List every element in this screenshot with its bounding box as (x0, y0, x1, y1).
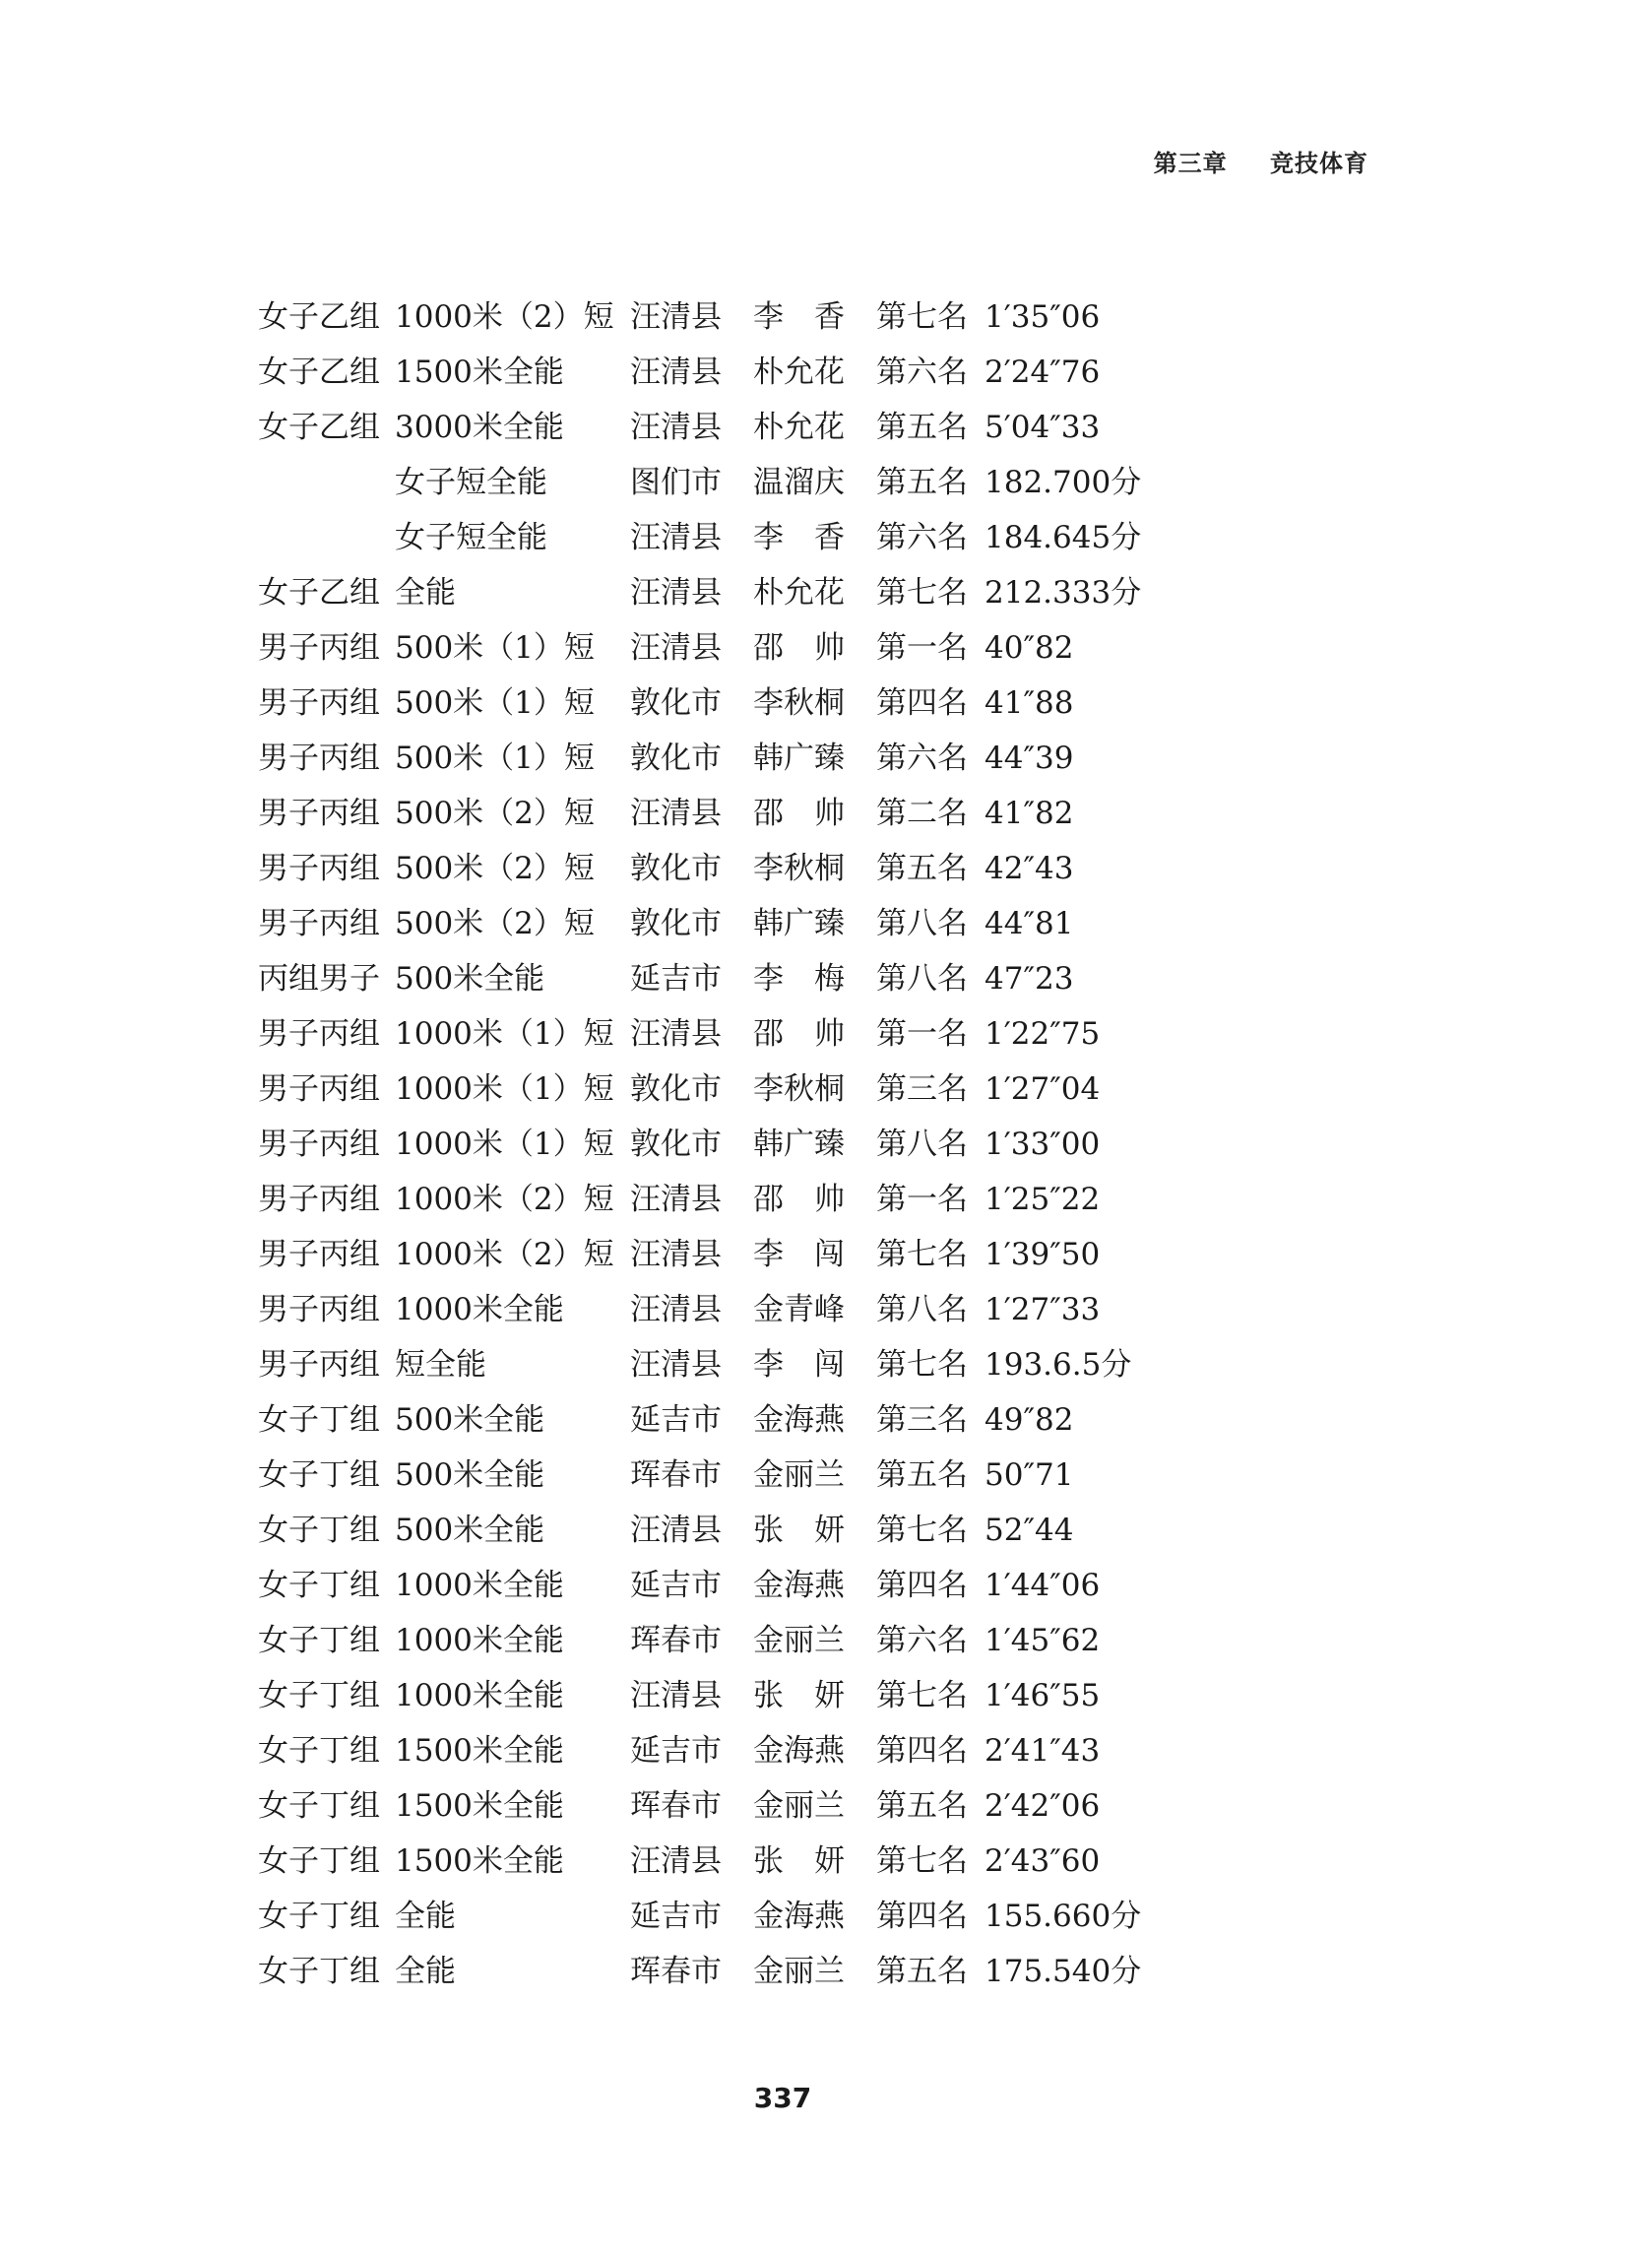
result-cell: 2′43″60 (985, 1843, 1101, 1879)
result-row (258, 620, 1242, 676)
result-cell: 40″82 (985, 630, 1074, 666)
place-cell: 汪清县 (630, 355, 722, 390)
place-cell: 汪清县 (630, 1843, 722, 1879)
rank-cell: 第四名 (876, 1899, 968, 1934)
running-header (1154, 144, 1368, 178)
group-cell: 女子丁组 (258, 1899, 380, 1934)
rank-cell: 第八名 (876, 1292, 968, 1327)
athlete-cell: 金丽兰 (753, 1623, 845, 1658)
athlete-cell: 韩广臻 (753, 741, 845, 776)
group-cell: 女子丁组 (258, 1568, 380, 1603)
group-cell: 男子丙组 (258, 1237, 380, 1272)
rank-cell: 第三名 (876, 1402, 968, 1438)
place-cell: 汪清县 (630, 1237, 722, 1272)
event-cell: 1000米全能 (395, 1292, 564, 1327)
result-cell: 5′04″33 (985, 410, 1101, 445)
event-cell: 1000米（2）短 (395, 1182, 614, 1217)
place-cell: 珲春市 (630, 1457, 722, 1493)
result-cell: 47″23 (985, 961, 1074, 997)
event-cell: 500米全能 (395, 1402, 545, 1438)
athlete-cell: 金海燕 (753, 1733, 845, 1769)
athlete-cell: 金海燕 (753, 1568, 845, 1603)
event-cell: 500米（2）短 (395, 851, 595, 886)
result-row (258, 1668, 1242, 1723)
result-row (258, 290, 1242, 345)
event-cell: 短全能 (395, 1347, 486, 1383)
group-cell: 男子丙组 (258, 796, 380, 831)
result-cell: 1′27″04 (985, 1071, 1101, 1107)
result-row (258, 1613, 1242, 1668)
event-cell: 500米全能 (395, 1513, 545, 1548)
group-cell: 男子丙组 (258, 1071, 380, 1107)
result-row (258, 896, 1242, 951)
group-cell: 女子丁组 (258, 1733, 380, 1769)
result-row (258, 1282, 1242, 1337)
result-row (258, 455, 1242, 510)
result-row (258, 1558, 1242, 1613)
event-cell: 1000米全能 (395, 1623, 564, 1658)
result-row (258, 1117, 1242, 1172)
place-cell: 汪清县 (630, 299, 722, 335)
result-cell: 1′46″55 (985, 1678, 1101, 1713)
event-cell: 全能 (395, 1899, 456, 1934)
result-cell: 193.6.5分 (985, 1347, 1132, 1383)
event-cell: 500米（1）短 (395, 741, 595, 776)
result-row (258, 1778, 1242, 1834)
rank-cell: 第三名 (876, 1071, 968, 1107)
group-cell: 女子丁组 (258, 1678, 380, 1713)
page-number: 337 (753, 2082, 812, 2114)
athlete-cell: 张 妍 (753, 1678, 845, 1713)
result-row (258, 1337, 1242, 1392)
group-cell: 女子乙组 (258, 410, 380, 445)
group-cell: 丙组男子 (258, 961, 380, 997)
event-cell: 1500米全能 (395, 355, 564, 390)
result-cell: 50″71 (985, 1457, 1074, 1493)
place-cell: 汪清县 (630, 1016, 722, 1052)
rank-cell: 第七名 (876, 575, 968, 611)
athlete-cell: 李秋桐 (753, 685, 845, 721)
rank-cell: 第五名 (876, 465, 968, 500)
rank-cell: 第二名 (876, 796, 968, 831)
event-cell: 全能 (395, 1954, 456, 1989)
group-cell: 男子丙组 (258, 1127, 380, 1162)
result-cell: 44″81 (985, 906, 1074, 941)
result-row (258, 400, 1242, 455)
group-cell: 男子丙组 (258, 1347, 380, 1383)
result-row (258, 1834, 1242, 1889)
rank-cell: 第六名 (876, 520, 968, 555)
group-cell: 女子丁组 (258, 1402, 380, 1438)
athlete-cell: 金丽兰 (753, 1954, 845, 1989)
event-cell: 全能 (395, 575, 456, 611)
rank-cell: 第五名 (876, 1457, 968, 1493)
group-cell: 女子丁组 (258, 1513, 380, 1548)
chapter-title: 竞技体育 (1270, 150, 1368, 177)
rank-cell: 第一名 (876, 1182, 968, 1217)
result-cell: 175.540分 (985, 1954, 1142, 1989)
athlete-cell: 李 闯 (753, 1237, 845, 1272)
group-cell: 男子丙组 (258, 1182, 380, 1217)
group-cell: 男子丙组 (258, 1016, 380, 1052)
group-cell: 男子丙组 (258, 741, 380, 776)
rank-cell: 第八名 (876, 961, 968, 997)
athlete-cell: 金丽兰 (753, 1788, 845, 1824)
place-cell: 汪清县 (630, 1678, 722, 1713)
result-cell: 1′45″62 (985, 1623, 1101, 1658)
athlete-cell: 朴允花 (753, 410, 845, 445)
athlete-cell: 张 妍 (753, 1843, 845, 1879)
result-cell: 182.700分 (985, 465, 1142, 500)
place-cell: 珲春市 (630, 1788, 722, 1824)
event-cell: 1000米（2）短 (395, 1237, 614, 1272)
rank-cell: 第四名 (876, 1568, 968, 1603)
place-cell: 汪清县 (630, 1347, 722, 1383)
result-row (258, 1172, 1242, 1227)
group-cell: 女子丁组 (258, 1843, 380, 1879)
rank-cell: 第一名 (876, 630, 968, 666)
rank-cell: 第七名 (876, 299, 968, 335)
event-cell: 500米（2）短 (395, 796, 595, 831)
result-row (258, 1723, 1242, 1778)
event-cell: 女子短全能 (395, 520, 547, 555)
chapter-label: 第三章 (1153, 150, 1228, 177)
place-cell: 敦化市 (630, 685, 722, 721)
rank-cell: 第五名 (876, 1788, 968, 1824)
athlete-cell: 金青峰 (753, 1292, 845, 1327)
rank-cell: 第七名 (876, 1347, 968, 1383)
result-cell: 2′24″76 (985, 355, 1101, 390)
result-row (258, 1062, 1242, 1117)
athlete-cell: 韩广臻 (753, 906, 845, 941)
place-cell: 珲春市 (630, 1954, 722, 1989)
event-cell: 1500米全能 (395, 1843, 564, 1879)
place-cell: 延吉市 (630, 1733, 722, 1769)
group-cell: 男子丙组 (258, 906, 380, 941)
athlete-cell: 朴允花 (753, 355, 845, 390)
result-cell: 44″39 (985, 741, 1074, 776)
rank-cell: 第七名 (876, 1513, 968, 1548)
event-cell: 1000米（1）短 (395, 1016, 614, 1052)
result-cell: 1′35″06 (985, 299, 1101, 335)
rank-cell: 第六名 (876, 355, 968, 390)
event-cell: 500米（2）短 (395, 906, 595, 941)
athlete-cell: 金海燕 (753, 1899, 845, 1934)
rank-cell: 第四名 (876, 1733, 968, 1769)
result-cell: 155.660分 (985, 1899, 1142, 1934)
result-cell: 2′41″43 (985, 1733, 1101, 1769)
rank-cell: 第六名 (876, 741, 968, 776)
athlete-cell: 金海燕 (753, 1402, 845, 1438)
place-cell: 汪清县 (630, 410, 722, 445)
place-cell: 敦化市 (630, 851, 722, 886)
athlete-cell: 邵 帅 (753, 1016, 845, 1052)
result-cell: 41″82 (985, 796, 1074, 831)
result-row (258, 951, 1242, 1006)
result-row (258, 565, 1242, 620)
rank-cell: 第八名 (876, 906, 968, 941)
results-list (258, 290, 1242, 1999)
place-cell: 汪清县 (630, 1292, 722, 1327)
result-row (258, 786, 1242, 841)
result-cell: 52″44 (985, 1513, 1074, 1548)
result-row (258, 510, 1242, 565)
result-cell: 1′25″22 (985, 1182, 1101, 1217)
athlete-cell: 李秋桐 (753, 851, 845, 886)
athlete-cell: 韩广臻 (753, 1127, 845, 1162)
group-cell: 女子乙组 (258, 299, 380, 335)
group-cell: 男子丙组 (258, 1292, 380, 1327)
event-cell: 500米（1）短 (395, 630, 595, 666)
event-cell: 500米（1）短 (395, 685, 595, 721)
result-row (258, 841, 1242, 896)
event-cell: 1500米全能 (395, 1788, 564, 1824)
athlete-cell: 朴允花 (753, 575, 845, 611)
result-cell: 2′42″06 (985, 1788, 1101, 1824)
result-row (258, 1889, 1242, 1944)
rank-cell: 第七名 (876, 1237, 968, 1272)
result-cell: 212.333分 (985, 575, 1142, 611)
rank-cell: 第一名 (876, 1016, 968, 1052)
result-row (258, 345, 1242, 400)
athlete-cell: 李秋桐 (753, 1071, 845, 1107)
rank-cell: 第五名 (876, 410, 968, 445)
event-cell: 3000米全能 (395, 410, 564, 445)
athlete-cell: 李 香 (753, 520, 845, 555)
event-cell: 1000米全能 (395, 1678, 564, 1713)
event-cell: 1000米（2）短 (395, 299, 614, 335)
result-row (258, 1944, 1242, 1999)
athlete-cell: 李 梅 (753, 961, 845, 997)
place-cell: 敦化市 (630, 906, 722, 941)
place-cell: 延吉市 (630, 1899, 722, 1934)
athlete-cell: 邵 帅 (753, 1182, 845, 1217)
rank-cell: 第六名 (876, 1623, 968, 1658)
athlete-cell: 温溜庆 (753, 465, 845, 500)
group-cell: 女子丁组 (258, 1788, 380, 1824)
place-cell: 敦化市 (630, 1127, 722, 1162)
place-cell: 敦化市 (630, 1071, 722, 1107)
event-cell: 1500米全能 (395, 1733, 564, 1769)
event-cell: 500米全能 (395, 961, 545, 997)
place-cell: 珲春市 (630, 1623, 722, 1658)
event-cell: 1000米全能 (395, 1568, 564, 1603)
result-row (258, 1503, 1242, 1558)
result-cell: 1′44″06 (985, 1568, 1101, 1603)
group-cell: 男子丙组 (258, 851, 380, 886)
athlete-cell: 李 香 (753, 299, 845, 335)
event-cell: 1000米（1）短 (395, 1127, 614, 1162)
result-cell: 1′33″00 (985, 1127, 1101, 1162)
place-cell: 汪清县 (630, 520, 722, 555)
result-row (258, 1392, 1242, 1448)
athlete-cell: 李 闯 (753, 1347, 845, 1383)
place-cell: 延吉市 (630, 1402, 722, 1438)
athlete-cell: 张 妍 (753, 1513, 845, 1548)
group-cell: 男子丙组 (258, 685, 380, 721)
place-cell: 汪清县 (630, 630, 722, 666)
place-cell: 敦化市 (630, 741, 722, 776)
event-cell: 1000米（1）短 (395, 1071, 614, 1107)
result-cell: 1′39″50 (985, 1237, 1101, 1272)
place-cell: 延吉市 (630, 1568, 722, 1603)
place-cell: 汪清县 (630, 796, 722, 831)
result-cell: 49″82 (985, 1402, 1074, 1438)
place-cell: 汪清县 (630, 1182, 722, 1217)
rank-cell: 第五名 (876, 851, 968, 886)
result-cell: 1′27″33 (985, 1292, 1101, 1327)
result-cell: 1′22″75 (985, 1016, 1101, 1052)
event-cell: 女子短全能 (395, 465, 547, 500)
result-cell: 184.645分 (985, 520, 1142, 555)
group-cell: 女子丁组 (258, 1623, 380, 1658)
group-cell: 男子丙组 (258, 630, 380, 666)
group-cell: 女子乙组 (258, 355, 380, 390)
result-row (258, 731, 1242, 786)
rank-cell: 第八名 (876, 1127, 968, 1162)
place-cell: 汪清县 (630, 575, 722, 611)
rank-cell: 第四名 (876, 685, 968, 721)
athlete-cell: 邵 帅 (753, 796, 845, 831)
rank-cell: 第五名 (876, 1954, 968, 1989)
athlete-cell: 金丽兰 (753, 1457, 845, 1493)
group-cell: 女子丁组 (258, 1457, 380, 1493)
place-cell: 汪清县 (630, 1513, 722, 1548)
place-cell: 图们市 (630, 465, 722, 500)
result-row (258, 676, 1242, 731)
result-cell: 41″88 (985, 685, 1074, 721)
result-cell: 42″43 (985, 851, 1074, 886)
athlete-cell: 邵 帅 (753, 630, 845, 666)
group-cell: 女子丁组 (258, 1954, 380, 1989)
place-cell: 延吉市 (630, 961, 722, 997)
event-cell: 500米全能 (395, 1457, 545, 1493)
result-row (258, 1448, 1242, 1503)
result-row (258, 1227, 1242, 1282)
rank-cell: 第七名 (876, 1678, 968, 1713)
group-cell: 女子乙组 (258, 575, 380, 611)
rank-cell: 第七名 (876, 1843, 968, 1879)
result-row (258, 1006, 1242, 1062)
